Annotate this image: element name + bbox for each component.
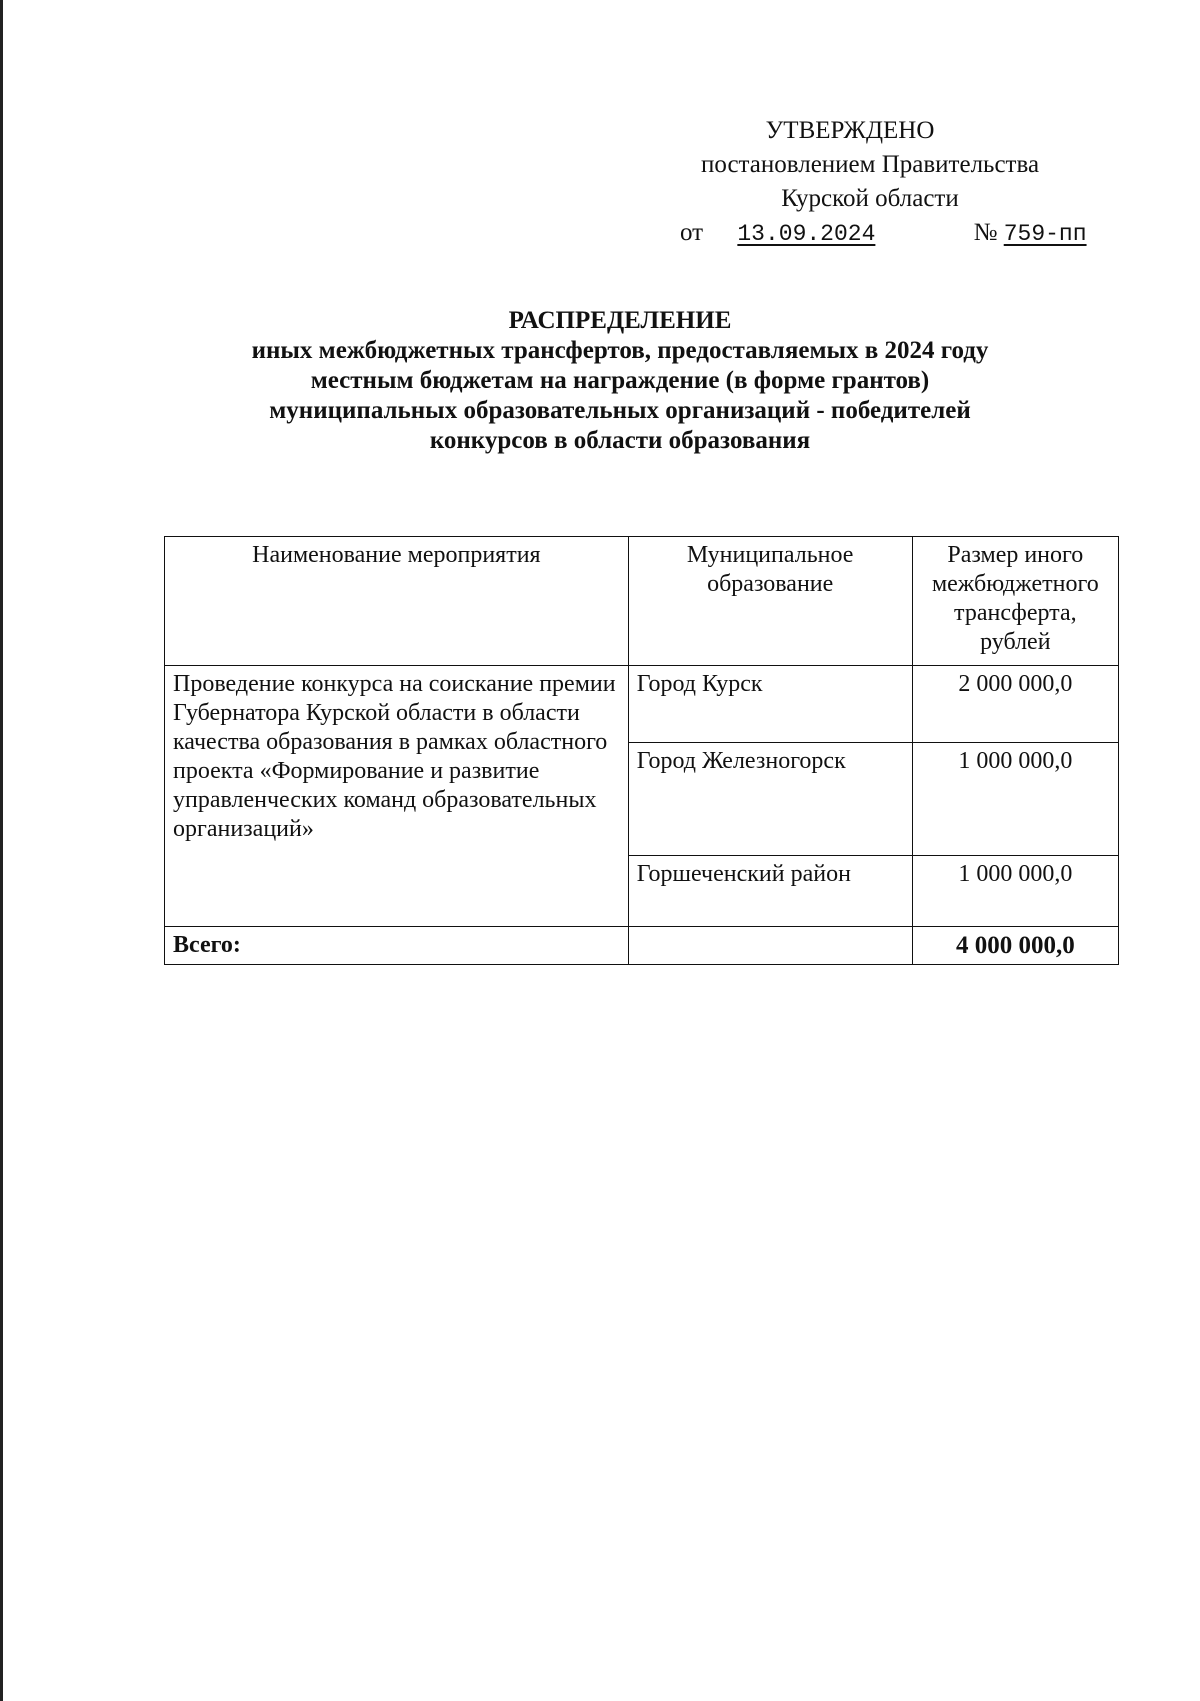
document-subtitle-line-1: иных межбюджетных трансфертов, предоставляемых в 2024 году: [251, 337, 989, 364]
document-title-block: [160, 306, 1080, 456]
date-prefix: от: [680, 219, 704, 246]
total-label: Всего:: [165, 927, 629, 965]
header-amount: Размер иного межбюджетного трансферта, рублей: [912, 537, 1118, 666]
document-subtitle-line-2: местным бюджетам на награждение (в форме грантов): [310, 367, 930, 394]
scan-page-edge: [0, 0, 3, 1701]
approval-stamp: [600, 114, 1100, 251]
approval-line-1: постановлением Правительства: [700, 151, 1040, 178]
total-municipality-cell: [628, 927, 912, 965]
document-subtitle-line-4: конкурсов в области образования: [429, 427, 811, 454]
amount-cell: 2 000 000,0: [912, 666, 1118, 743]
approval-title: УТВЕРЖДЕНО: [765, 117, 935, 144]
document-subtitle-line-3: муниципальных образовательных организаций - победителей: [269, 397, 971, 424]
amount-cell: 1 000 000,0: [912, 856, 1118, 927]
document-title: РАСПРЕДЕЛЕНИЕ: [508, 307, 732, 334]
header-event-name: Наименование мероприятия: [165, 537, 629, 666]
municipality-cell: Горшеченский район: [628, 856, 912, 927]
total-amount: 4 000 000,0: [912, 927, 1118, 965]
table-total-row: [165, 927, 1119, 965]
approval-date: 13.09.2024: [737, 221, 876, 247]
event-name-cell: Проведение конкурса на соискание премии Губернатора Курской области в области качества образования в рамках областного проекта «Формирование и развитие управленческих команд образовательных организаций»: [165, 666, 629, 927]
table-header-row: [165, 537, 1119, 666]
municipality-cell: Город Железногорск: [628, 743, 912, 856]
distribution-table: [164, 536, 1119, 965]
approval-line-2: Курской области: [781, 185, 959, 212]
number-prefix: №: [973, 219, 998, 246]
municipality-cell: Город Курск: [628, 666, 912, 743]
header-municipality: Муниципальное образование: [628, 537, 912, 666]
amount-cell: 1 000 000,0: [912, 743, 1118, 856]
table-row: [165, 666, 1119, 743]
approval-date-line: [600, 216, 1100, 251]
approval-number: 759-пп: [1003, 221, 1087, 247]
